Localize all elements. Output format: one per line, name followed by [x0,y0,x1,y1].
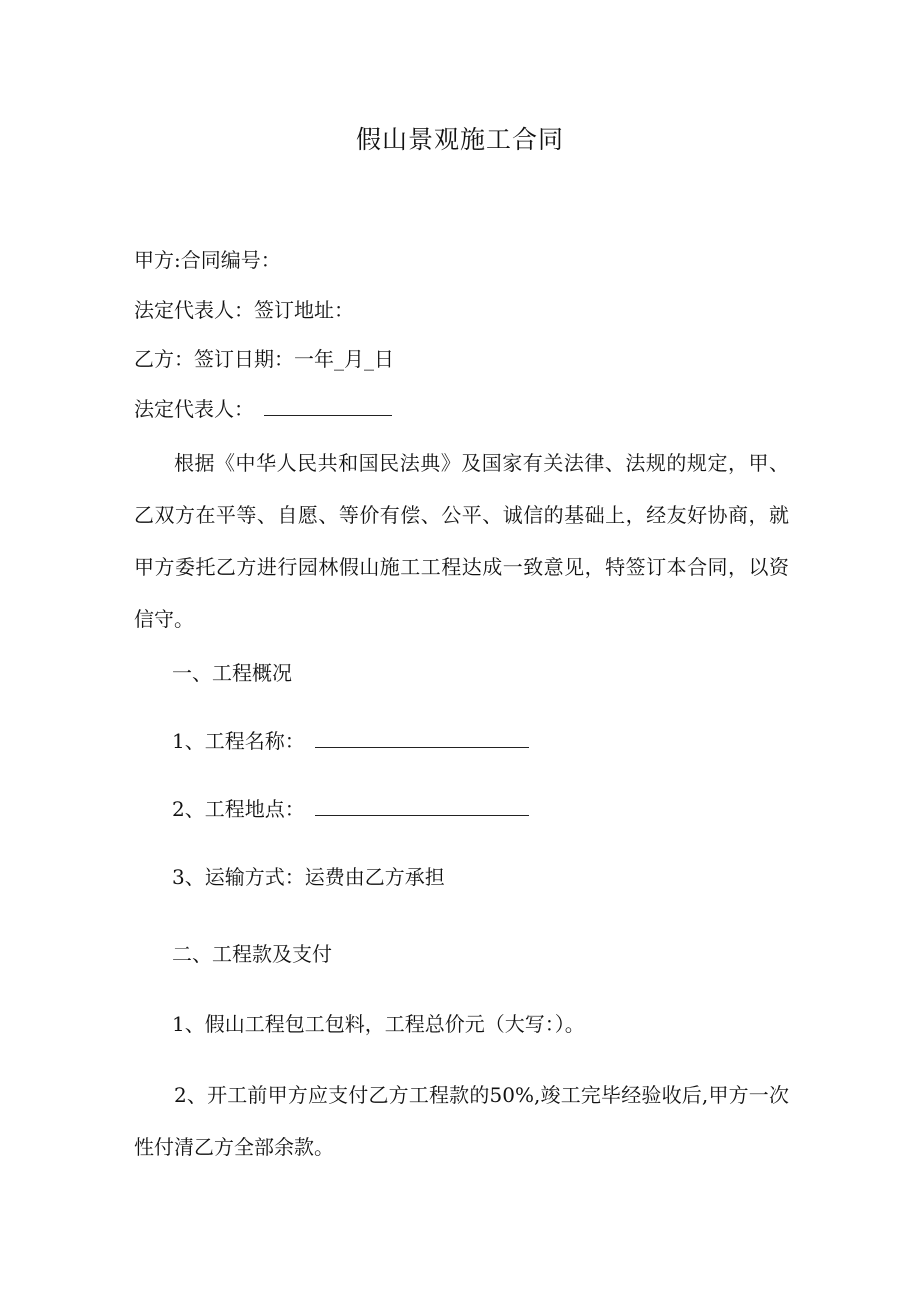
project-location-blank [315,797,529,816]
intro-paragraph: 根据《中华人民共和国民法典》及国家有关法律、法规的规定，甲、乙双方在平等、自愿、等价有偿、公平、诚信的基础上，经友好协商，就甲方委托乙方进行园林假山施工工程达成一致意见，特签订本合同，以资信守。 [134,451,789,631]
section2-heading: 二、工程款及支付 [172,942,332,966]
project-name-line [172,725,529,754]
document-title: 假山景观施工合同 [355,125,564,154]
transport-line: 3、运输方式：运费由乙方承担 [172,865,445,889]
party-b-line [134,343,394,372]
payment-paragraph: 2、开工前甲方应支付乙方工程款的50%,竣工完毕经验收后,甲方一次性付清乙方全部余款。 [134,1083,789,1159]
section1-heading: 一、工程概况 [172,661,292,685]
legal-rep-a-label: 法定代表人：签订地址： [134,298,354,322]
total-price-line: 1、假山工程包工包料，工程总价元（大写：）。 [172,1012,585,1036]
party-a-line [134,244,281,273]
party-b-label: 乙方：签订日期：一年_月_日 [134,347,394,371]
project-name-blank [315,729,529,748]
legal-rep-a-line [134,294,354,323]
project-location-label: 2、工程地点： [172,797,305,821]
project-location-line [172,793,529,822]
legal-rep-b-line [134,393,392,422]
legal-rep-b-label: 法定代表人： [134,397,254,421]
legal-rep-b-blank [264,397,392,416]
party-a-label: 甲方:合同编号： [134,248,281,272]
project-name-label: 1、工程名称： [172,729,305,753]
